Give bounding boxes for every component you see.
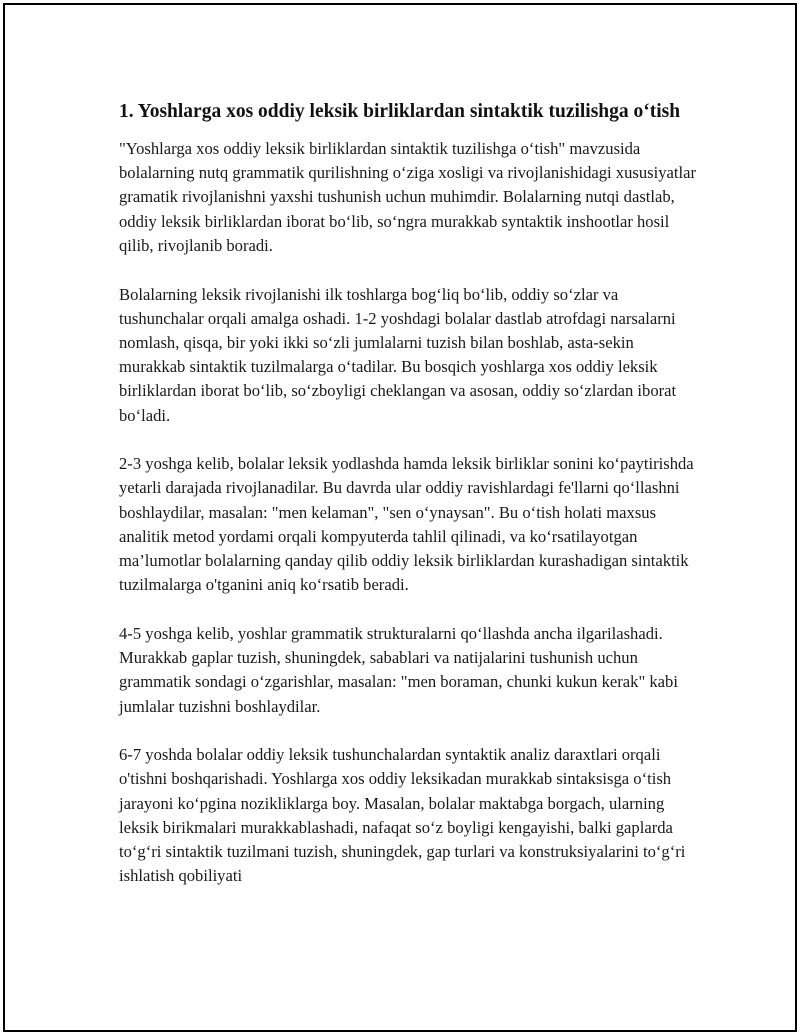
paragraph-5: 6-7 yoshda bolalar oddiy leksik tushunchalardan syntaktik analiz daraxtlari orqali o'tishni boshqarishadi. Yoshlarga xos oddiy leksikadan murakkab sintaksisga o‘tish jarayoni ko‘pgina nozikliklarga boy. Masalan, bolalar maktabga borgach, ularning leksik birikmalari murakkablashadi, nafaqat so‘z boyligi kengayishi, balki gaplarda to‘g‘ri sintaktik tuzilmani tuzish, shuningdek, gap turlari va konstruksiyalarini to‘g‘ri ishlatish qobiliyati — [119, 745, 686, 886]
paragraph-2: Bolalarning leksik rivojlanishi ilk toshlarga bog‘liq bo‘lib, oddiy so‘zlar va tushunchalar orqali amalga oshadi. 1-2 yoshdagi bolalar dastlab atrofdagi narsalarni nomlash, qisqa, bir yoki ikki so‘zli jumlalarni tuzish bilan boshlab, asta-sekin murakkab sintaktik tuzilmalarga o‘tadilar. Bu bosqich yoshlarga xos oddiy leksik birliklardan iborat bo‘lib, so‘zboyligi cheklangan va asosan, oddiy so‘zlardan iborat bo‘ladi. — [119, 284, 677, 425]
paragraph-4: 4-5 yoshga kelib, yoshlar grammatik strukturalarni qo‘llashda ancha ilgarilashadi. Murakkab gaplar tuzish, shuningdek, sabablari va natijalarini tushunish uchun grammatik sondagi o‘zgarishlar, masalan: "men boraman, chunki kukun kerak" kabi jumlalar tuzishni boshlaydilar. — [119, 623, 678, 716]
document-body — [119, 98, 699, 913]
paragraph-3: 2-3 yoshga kelib, bolalar leksik yodlashda hamda leksik birliklar sonini ko‘paytirishda yetarli darajada rivojlanadilar. Bu davrda ular oddiy ravishlardagi fe'llarni qo‘llashni boshlaydilar, masalan: "men kelaman", "sen o‘ynaysan". Bu o‘tish holati maxsus analitik metod yordami orqali kompyuterda tahlil qilinadi, va ko‘rsatilayotgan ma’lumotlar bolalarning qanday qilib oddiy leksik birliklardan kurashadigan sintaktik tuzilmalarga o'tganini aniq ko‘rsatib beradi. — [119, 454, 694, 595]
paragraph-1: "Yoshlarga xos oddiy leksik birliklardan sintaktik tuzilishga o‘tish" mavzusida bolalarning nutq grammatik qurilishning o‘ziga xosligi va rivojlanishidagi xususiyatlar gramatik rivojlanishni yaxshi tushunish uchun muhimdir. Bolalarning nutqi dastlab, oddiy leksik birliklardan iborat bo‘lib, so‘ngra murakkab syntaktik inshootlar hosil qilib, rivojlanib boradi. — [119, 139, 696, 255]
section-heading: 1. Yoshlarga xos oddiy leksik birliklardan sintaktik tuzilishga o‘tish — [119, 101, 681, 122]
page-frame — [3, 3, 797, 1032]
